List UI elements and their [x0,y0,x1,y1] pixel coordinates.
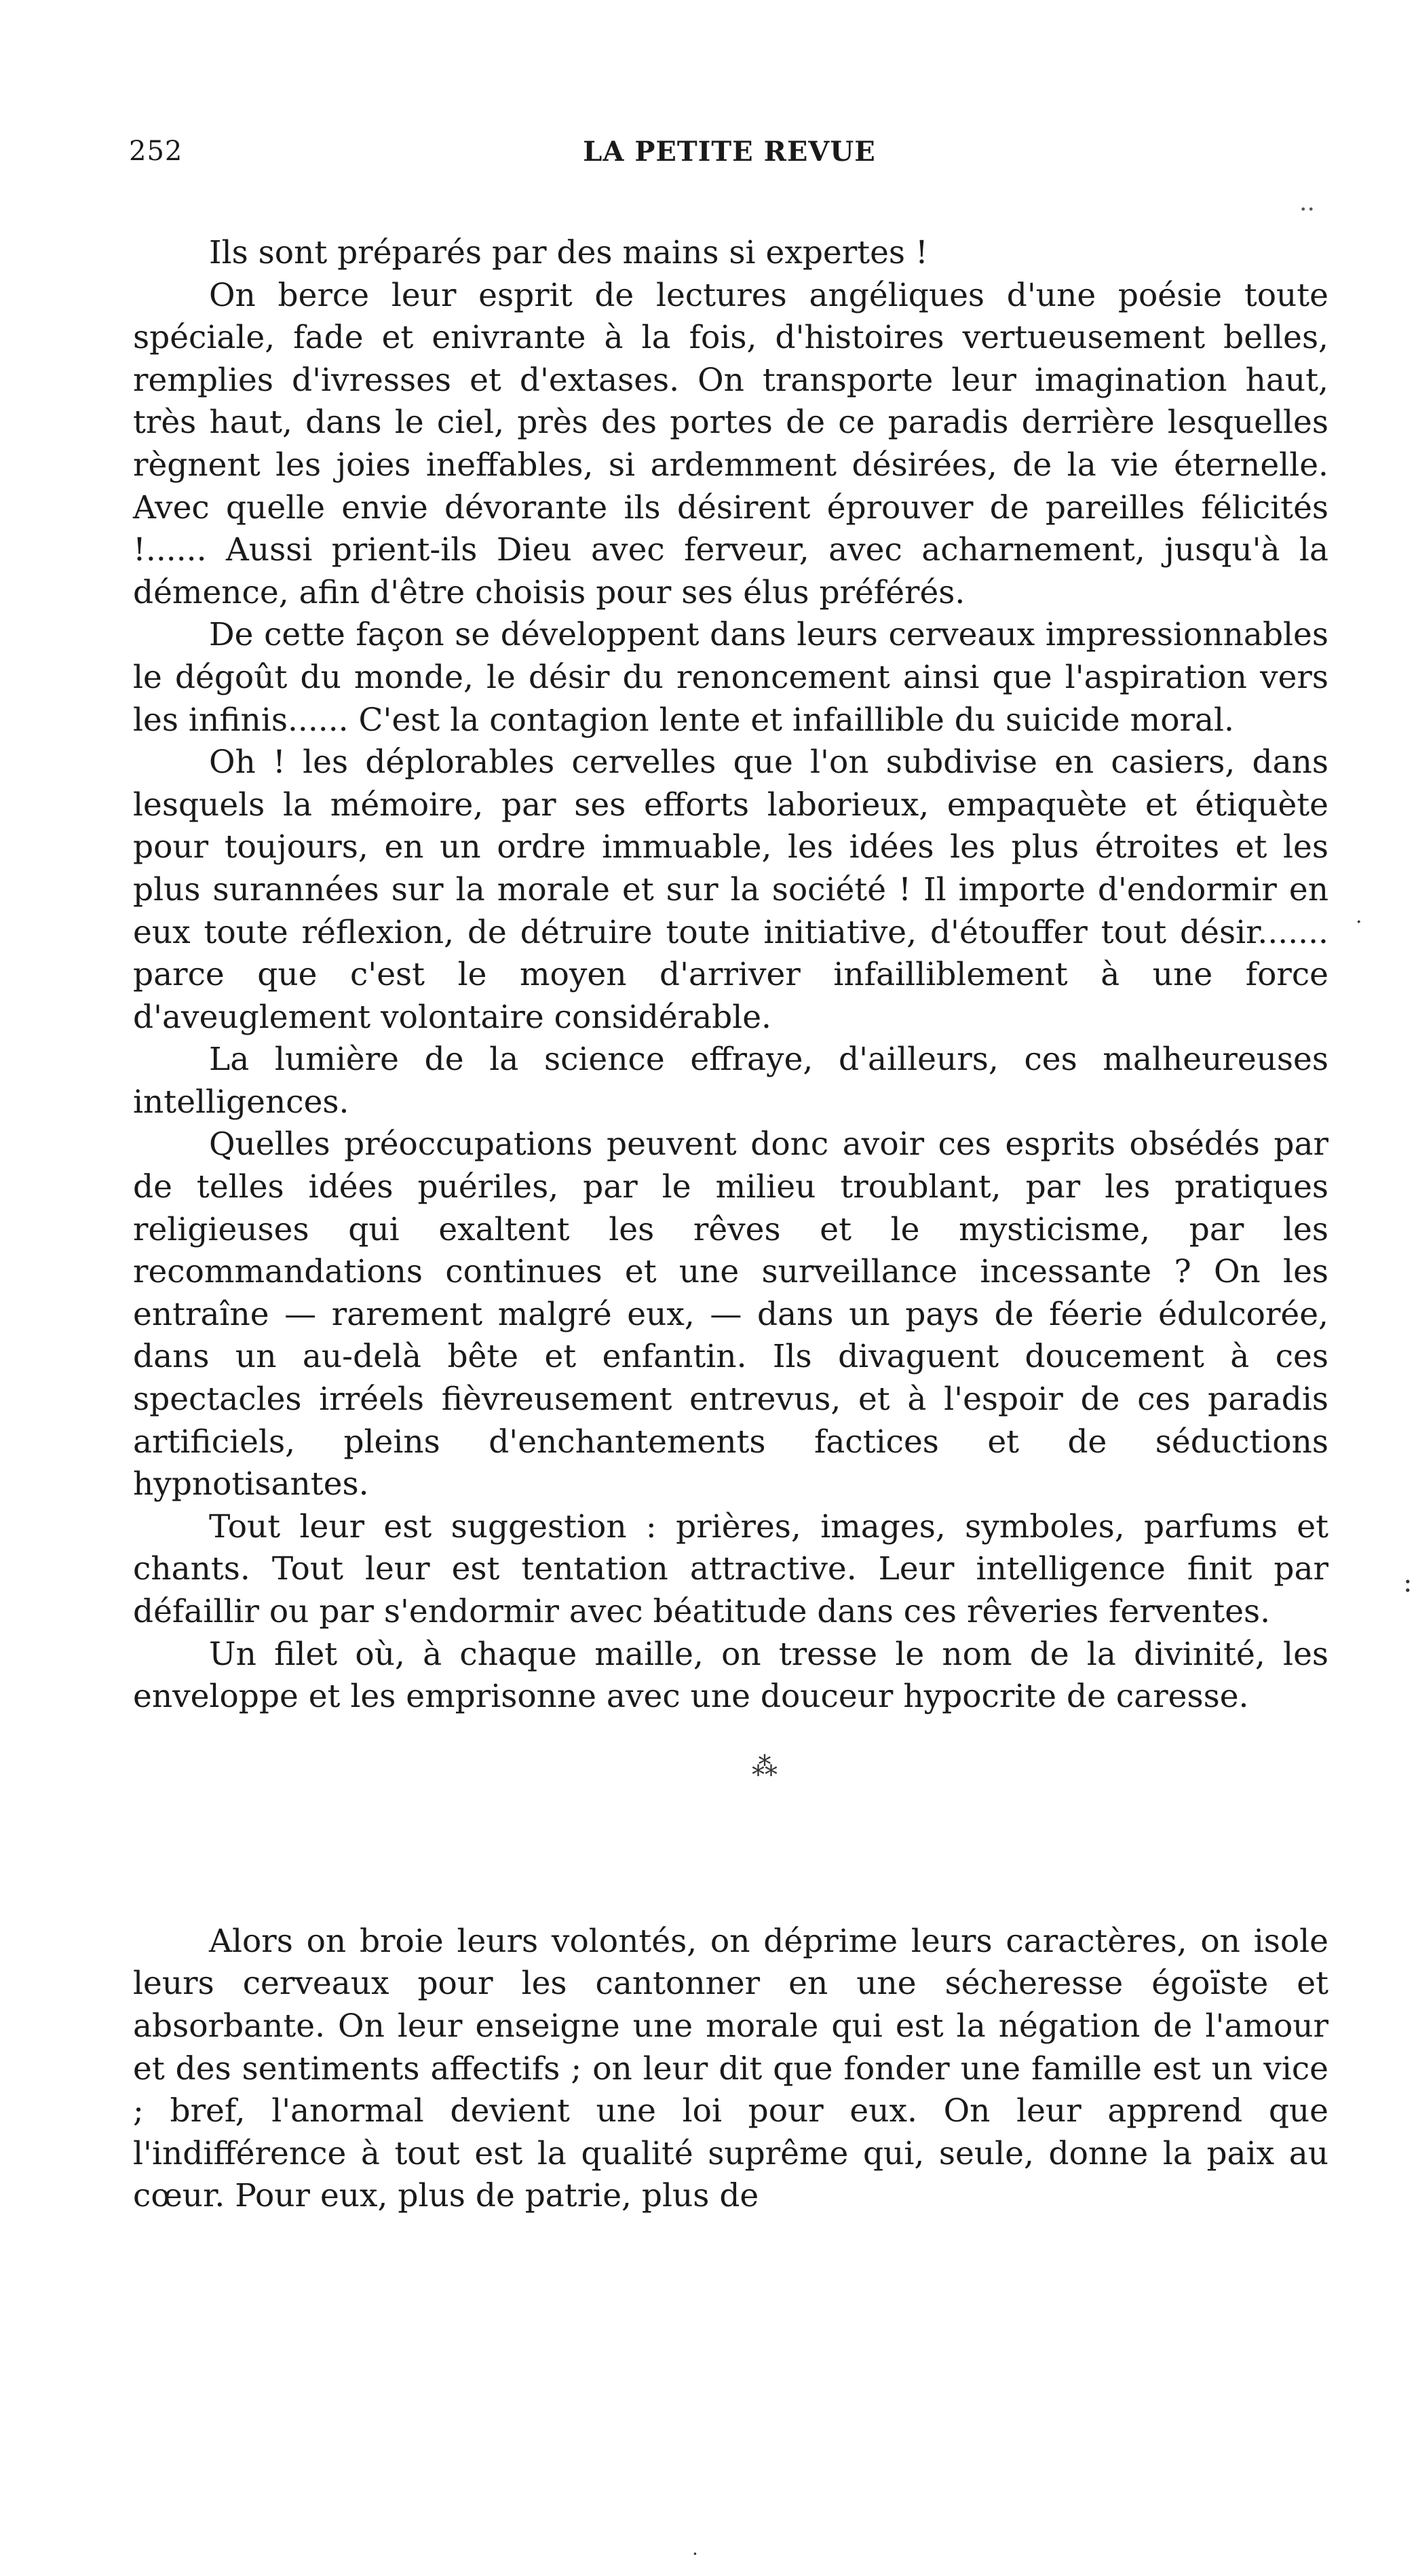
margin-speck: . [1356,904,1362,928]
margin-speck: · [692,2543,698,2565]
body-text [133,232,1328,2218]
paragraph: La lumière de la science effraye, d'ailleurs, ces malheureuses intelligences. [133,1041,1328,1121]
paragraph: Un filet où, à chaque maille, on tresse le nom de la divinité, les enveloppe et les emprisonne avec une douceur hypocrite de caresse. [133,1635,1328,1716]
paragraph: Oh ! les déplorables cervelles que l'on subdivise en casiers, dans lesquels la mémoire, par ses efforts laborieux, empaquète et étiquète pour toujours, en un ordre immuable, les idées les plus étroites et les plus surannées sur la morale et sur la société ! Il importe d'endormir en eux toute réflexion, de détruire toute initiative, d'étouffer tout désir....... parce que c'est le moyen d'arriver infailliblement à une force d'aveuglement volontaire considérable. [133,744,1328,1036]
paragraph: De cette façon se développent dans leurs cerveaux impressionnables le dégoût du monde, le désir du renoncement ainsi que l'aspiration vers les infinis...... C'est la contagion lente et infaillible du suicide moral. [133,616,1328,739]
paragraph: Ils sont préparés par des mains si expertes ! [209,234,928,271]
paragraph: On berce leur esprit de lectures angéliques d'une poésie toute spéciale, fade et enivrante à la fois, d'histoires vertueusement belles, remplies d'ivresses et d'extases. On transporte leur imagination haut, très haut, dans le ciel, près des portes de ce paradis derrière lesquelles règnent les joies ineffables, si ardemment désirées, de la vie éternelle. Avec quelle envie dévorante ils désirent éprouver de pareilles félicités !...... Aussi prient-ils Dieu avec ferveur, avec acharnement, jusqu'à la démence, afin d'être choisis pour ses élus préférés. [133,276,1328,611]
running-title: LA PETITE REVUE [583,136,876,168]
header-mark: .. [1299,189,1315,216]
paragraph: Tout leur est suggestion : prières, images, symboles, parfums et chants. Tout leur est tentation attractive. Leur intelligence finit par défaillir ou par s'endormir avec béatitude dans ces rêveries ferventes. [133,1507,1328,1630]
section-ornament [133,1746,1328,1873]
margin-speck: : [1403,1567,1413,1598]
page-header [129,136,1330,183]
asterism-icon: ⁂ [752,1751,778,1782]
paragraph: Quelles préoccupations peuvent donc avoir ces esprits obsédés par de telles idées puériles, par le milieu troublant, par les pratiques religieuses qui exaltent les rêves et le mysticisme, par les recommandations continues et une surveillance incessante ? On les entraîne — rarement malgré eux, — dans un pays de féerie édulcorée, dans un au-delà bête et enfantin. Ils divaguent doucement à ces spectacles irréels fièvreusement entrevus, et à l'espoir de ces paradis artificiels, pleins d'enchantements factices et de séductions hypnotisantes. [133,1126,1328,1503]
page-number: 252 [129,136,183,167]
paragraph: Alors on broie leurs volontés, on déprime leurs caractères, on isole leurs cerveaux pour les cantonner en une sécheresse égoïste et absorbante. On leur enseigne une morale qui est la négation de l'amour et des sentiments affectifs ; on leur dit que fonder une famille est un vice ; bref, l'anormal devient une loi pour eux. On leur apprend que l'indifférence à tout est la qualité suprême qui, seule, donne la paix au cœur. Pour eux, plus de patrie, plus de [133,1922,1328,2215]
